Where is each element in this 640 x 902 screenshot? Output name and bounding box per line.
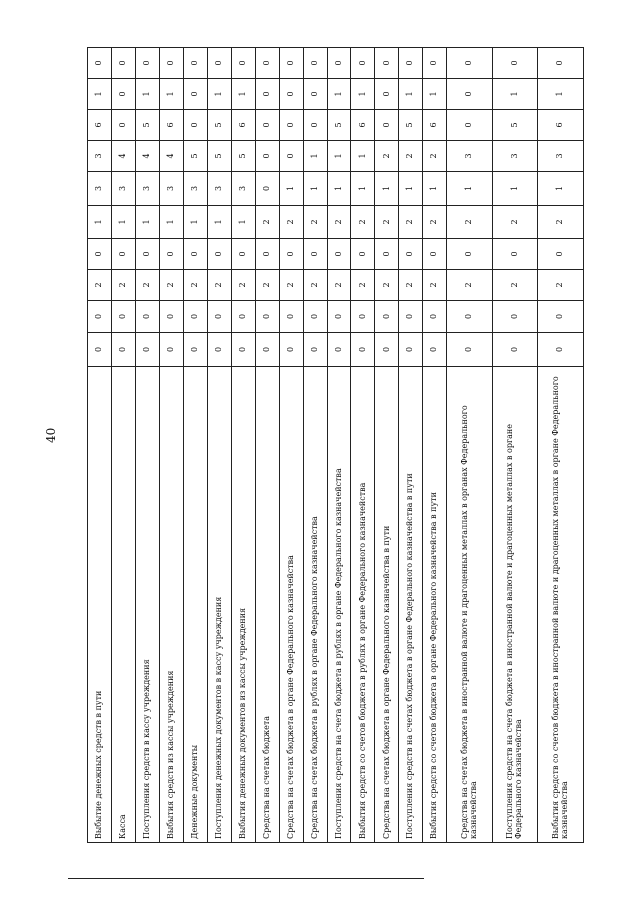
- code-digit-cell: 0: [255, 110, 279, 141]
- code-digit-cell: 0: [375, 48, 399, 79]
- code-digit-cell: 0: [159, 48, 183, 79]
- code-digit-cell: 1: [279, 172, 303, 206]
- table-row: [492, 48, 537, 843]
- code-digit-cell: 1: [447, 172, 492, 206]
- code-digit-cell: 1: [351, 172, 375, 206]
- code-digit-cell: 1: [135, 206, 159, 239]
- account-codes-table: [87, 47, 584, 843]
- code-digit-cell: 3: [207, 172, 231, 206]
- code-digit-cell: 2: [207, 270, 231, 301]
- code-digit-cell: 1: [159, 206, 183, 239]
- code-digit-cell: 0: [538, 301, 584, 333]
- code-digit-cell: 1: [492, 79, 537, 110]
- table-row: [447, 48, 492, 843]
- code-digit-cell: 0: [327, 48, 351, 79]
- code-digit-cell: 1: [303, 141, 327, 172]
- code-digit-cell: 0: [183, 110, 207, 141]
- code-digit-cell: 0: [88, 48, 112, 79]
- code-digit-cell: 0: [279, 110, 303, 141]
- code-digit-cell: 0: [351, 333, 375, 367]
- code-digit-cell: 5: [207, 110, 231, 141]
- row-name-cell: Выбытия средств со счетов бюджета в рублях в органе Федерального казначейства: [351, 367, 375, 843]
- footer-rule: [68, 878, 424, 879]
- row-name-cell: Средства на счетах бюджета: [255, 367, 279, 843]
- code-digit-cell: 2: [303, 206, 327, 239]
- table-row: [183, 48, 207, 843]
- code-digit-cell: 0: [538, 48, 584, 79]
- code-digit-cell: 0: [279, 239, 303, 270]
- code-digit-cell: 1: [88, 79, 112, 110]
- code-digit-cell: 2: [447, 206, 492, 239]
- row-name-cell: Касса: [111, 367, 135, 843]
- code-digit-cell: 3: [492, 141, 537, 172]
- code-digit-cell: 0: [447, 333, 492, 367]
- table-row: [255, 48, 279, 843]
- code-digit-cell: 0: [423, 333, 447, 367]
- code-digit-cell: 0: [231, 333, 255, 367]
- row-name-cell: Средства на счетах бюджета в рублях в органе Федерального казначейства: [303, 367, 327, 843]
- code-digit-cell: 0: [492, 333, 537, 367]
- row-name-cell: Денежные документы: [183, 367, 207, 843]
- code-digit-cell: 2: [399, 141, 423, 172]
- code-digit-cell: 0: [88, 239, 112, 270]
- code-digit-cell: 2: [135, 270, 159, 301]
- row-name-cell: Выбытия средств со счетов бюджета в иностранной валюте и драгоценных металлах в органе Федерального казначейства: [538, 367, 584, 843]
- code-digit-cell: 0: [159, 301, 183, 333]
- code-digit-cell: 2: [255, 206, 279, 239]
- code-digit-cell: 0: [279, 301, 303, 333]
- code-digit-cell: 2: [538, 206, 584, 239]
- row-name-cell: Средства на счетах бюджета в органе Федерального казначейства: [279, 367, 303, 843]
- code-digit-cell: 1: [327, 172, 351, 206]
- row-name-cell: Средства на счетах бюджета в иностранной валюте и драгоценных металлах в органах Федерального казначейства: [447, 367, 492, 843]
- code-digit-cell: 3: [135, 172, 159, 206]
- code-digit-cell: 0: [492, 239, 537, 270]
- row-name-cell: Выбытия средств со счетов бюджета в органе Федерального казначейства в пути: [423, 367, 447, 843]
- code-digit-cell: 0: [183, 301, 207, 333]
- code-digit-cell: 5: [231, 141, 255, 172]
- code-digit-cell: 0: [111, 79, 135, 110]
- code-digit-cell: 1: [399, 172, 423, 206]
- code-digit-cell: 3: [231, 172, 255, 206]
- table-row: [399, 48, 423, 843]
- code-digit-cell: 2: [447, 270, 492, 301]
- code-digit-cell: 0: [255, 48, 279, 79]
- code-digit-cell: 0: [351, 239, 375, 270]
- code-digit-cell: 2: [375, 270, 399, 301]
- code-digit-cell: 0: [111, 48, 135, 79]
- code-digit-cell: 2: [399, 206, 423, 239]
- code-digit-cell: 0: [375, 239, 399, 270]
- code-digit-cell: 2: [111, 270, 135, 301]
- code-digit-cell: 0: [279, 141, 303, 172]
- code-digit-cell: 0: [207, 333, 231, 367]
- code-digit-cell: 0: [399, 239, 423, 270]
- code-digit-cell: 6: [423, 110, 447, 141]
- code-digit-cell: 2: [375, 206, 399, 239]
- code-digit-cell: 0: [255, 301, 279, 333]
- code-digit-cell: 0: [492, 301, 537, 333]
- code-digit-cell: 0: [111, 110, 135, 141]
- code-digit-cell: 0: [303, 79, 327, 110]
- code-digit-cell: 1: [159, 79, 183, 110]
- code-digit-cell: 2: [88, 270, 112, 301]
- code-digit-cell: 2: [231, 270, 255, 301]
- code-digit-cell: 0: [207, 48, 231, 79]
- code-digit-cell: 1: [207, 206, 231, 239]
- row-name-cell: Выбытие денежных средств в пути: [88, 367, 112, 843]
- code-digit-cell: 1: [399, 79, 423, 110]
- code-digit-cell: 0: [538, 239, 584, 270]
- code-digit-cell: 0: [207, 239, 231, 270]
- table-row: [327, 48, 351, 843]
- code-digit-cell: 0: [111, 333, 135, 367]
- code-digit-cell: 2: [399, 270, 423, 301]
- row-name-cell: Поступления средств в кассу учреждения: [135, 367, 159, 843]
- code-digit-cell: 2: [327, 270, 351, 301]
- code-digit-cell: 0: [279, 333, 303, 367]
- code-digit-cell: 4: [159, 141, 183, 172]
- code-digit-cell: 0: [159, 333, 183, 367]
- table-row: [231, 48, 255, 843]
- code-digit-cell: 5: [399, 110, 423, 141]
- code-digit-cell: 0: [183, 48, 207, 79]
- row-name-cell: Выбытия денежных документов из кассы учреждения: [231, 367, 255, 843]
- code-digit-cell: 0: [183, 239, 207, 270]
- code-digit-cell: 0: [255, 333, 279, 367]
- code-digit-cell: 0: [399, 333, 423, 367]
- code-digit-cell: 6: [351, 110, 375, 141]
- code-digit-cell: 0: [255, 79, 279, 110]
- code-digit-cell: 0: [88, 301, 112, 333]
- code-digit-cell: 3: [88, 141, 112, 172]
- code-digit-cell: 1: [538, 172, 584, 206]
- code-digit-cell: 5: [183, 141, 207, 172]
- row-name-cell: Поступления средств на счета бюджета в иностранной валюте и драгоценных металлах в органе Федерального казначейства: [492, 367, 537, 843]
- code-digit-cell: 0: [447, 79, 492, 110]
- code-digit-cell: 0: [303, 301, 327, 333]
- table-row: [375, 48, 399, 843]
- row-name-cell: Поступления средств на счетах бюджета в органе Федерального казначейства в пути: [399, 367, 423, 843]
- code-digit-cell: 0: [303, 110, 327, 141]
- code-digit-cell: 0: [447, 239, 492, 270]
- code-digit-cell: 0: [111, 301, 135, 333]
- table-row: [135, 48, 159, 843]
- code-digit-cell: 0: [135, 239, 159, 270]
- code-digit-cell: 1: [88, 206, 112, 239]
- code-digit-cell: 6: [88, 110, 112, 141]
- code-digit-cell: 1: [327, 79, 351, 110]
- code-digit-cell: 2: [423, 206, 447, 239]
- row-name-cell: Выбытия средств из кассы учреждения: [159, 367, 183, 843]
- code-digit-cell: 0: [375, 110, 399, 141]
- code-digit-cell: 6: [231, 110, 255, 141]
- table-row: [538, 48, 584, 843]
- code-digit-cell: 0: [447, 110, 492, 141]
- page-number: 40: [44, 427, 58, 443]
- code-digit-cell: 0: [423, 48, 447, 79]
- code-digit-cell: 0: [303, 333, 327, 367]
- code-digit-cell: 0: [538, 333, 584, 367]
- table-row: [111, 48, 135, 843]
- code-digit-cell: 2: [492, 270, 537, 301]
- code-digit-cell: 0: [399, 48, 423, 79]
- code-digit-cell: 0: [231, 301, 255, 333]
- code-digit-cell: 2: [423, 270, 447, 301]
- code-digit-cell: 0: [135, 301, 159, 333]
- code-digit-cell: 0: [375, 301, 399, 333]
- code-digit-cell: 5: [207, 141, 231, 172]
- code-digit-cell: 0: [231, 239, 255, 270]
- code-digit-cell: 4: [111, 141, 135, 172]
- code-digit-cell: 2: [423, 141, 447, 172]
- rotated-table-container: [87, 48, 584, 843]
- code-digit-cell: 3: [538, 141, 584, 172]
- code-digit-cell: 6: [159, 110, 183, 141]
- code-digit-cell: 1: [111, 206, 135, 239]
- code-digit-cell: 0: [135, 48, 159, 79]
- code-digit-cell: 0: [375, 333, 399, 367]
- code-digit-cell: 1: [351, 79, 375, 110]
- code-digit-cell: 2: [159, 270, 183, 301]
- code-digit-cell: 3: [88, 172, 112, 206]
- code-digit-cell: 1: [538, 79, 584, 110]
- code-digit-cell: 6: [538, 110, 584, 141]
- code-digit-cell: 0: [423, 239, 447, 270]
- code-digit-cell: 0: [231, 48, 255, 79]
- code-digit-cell: 4: [135, 141, 159, 172]
- table-row: [159, 48, 183, 843]
- table-body: [88, 48, 584, 843]
- code-digit-cell: 1: [183, 206, 207, 239]
- code-digit-cell: 0: [375, 79, 399, 110]
- code-digit-cell: 2: [351, 206, 375, 239]
- code-digit-cell: 5: [135, 110, 159, 141]
- code-digit-cell: 2: [303, 270, 327, 301]
- code-digit-cell: 0: [255, 239, 279, 270]
- row-name-cell: Средства на счетах бюджета в органе Федерального казначейства в пути: [375, 367, 399, 843]
- code-digit-cell: 1: [303, 172, 327, 206]
- code-digit-cell: 0: [327, 301, 351, 333]
- code-digit-cell: 2: [327, 206, 351, 239]
- code-digit-cell: 0: [492, 48, 537, 79]
- row-name-cell: Поступления средств на счета бюджета в рублях в органе Федерального казначейства: [327, 367, 351, 843]
- code-digit-cell: 0: [327, 239, 351, 270]
- code-digit-cell: 0: [255, 141, 279, 172]
- code-digit-cell: 0: [207, 301, 231, 333]
- table-row: [279, 48, 303, 843]
- code-digit-cell: 2: [183, 270, 207, 301]
- code-digit-cell: 1: [351, 141, 375, 172]
- code-digit-cell: 1: [207, 79, 231, 110]
- code-digit-cell: 0: [447, 301, 492, 333]
- table-row: [88, 48, 112, 843]
- code-digit-cell: 2: [255, 270, 279, 301]
- code-digit-cell: 1: [231, 206, 255, 239]
- code-digit-cell: 0: [135, 333, 159, 367]
- code-digit-cell: 2: [492, 206, 537, 239]
- code-digit-cell: 1: [492, 172, 537, 206]
- table-row: [351, 48, 375, 843]
- code-digit-cell: 5: [492, 110, 537, 141]
- code-digit-cell: 1: [375, 172, 399, 206]
- code-digit-cell: 5: [327, 110, 351, 141]
- code-digit-cell: 1: [423, 172, 447, 206]
- code-digit-cell: 0: [183, 333, 207, 367]
- code-digit-cell: 0: [255, 172, 279, 206]
- table-row: [303, 48, 327, 843]
- code-digit-cell: 0: [399, 301, 423, 333]
- code-digit-cell: 1: [135, 79, 159, 110]
- code-digit-cell: 0: [279, 79, 303, 110]
- table-row: [423, 48, 447, 843]
- code-digit-cell: 0: [423, 301, 447, 333]
- table-row: [207, 48, 231, 843]
- code-digit-cell: 0: [279, 48, 303, 79]
- code-digit-cell: 0: [303, 239, 327, 270]
- code-digit-cell: 3: [111, 172, 135, 206]
- code-digit-cell: 2: [351, 270, 375, 301]
- code-digit-cell: 1: [423, 79, 447, 110]
- code-digit-cell: 2: [375, 141, 399, 172]
- code-digit-cell: 0: [183, 79, 207, 110]
- code-digit-cell: 0: [88, 333, 112, 367]
- code-digit-cell: 3: [159, 172, 183, 206]
- code-digit-cell: 3: [183, 172, 207, 206]
- code-digit-cell: 0: [327, 333, 351, 367]
- code-digit-cell: 1: [231, 79, 255, 110]
- code-digit-cell: 0: [159, 239, 183, 270]
- code-digit-cell: 0: [111, 239, 135, 270]
- row-name-cell: Поступления денежных документов в кассу учреждения: [207, 367, 231, 843]
- code-digit-cell: 0: [303, 48, 327, 79]
- code-digit-cell: 2: [538, 270, 584, 301]
- code-digit-cell: 2: [279, 206, 303, 239]
- code-digit-cell: 0: [447, 48, 492, 79]
- code-digit-cell: 0: [351, 48, 375, 79]
- code-digit-cell: 2: [279, 270, 303, 301]
- code-digit-cell: 1: [327, 141, 351, 172]
- code-digit-cell: 0: [351, 301, 375, 333]
- code-digit-cell: 3: [447, 141, 492, 172]
